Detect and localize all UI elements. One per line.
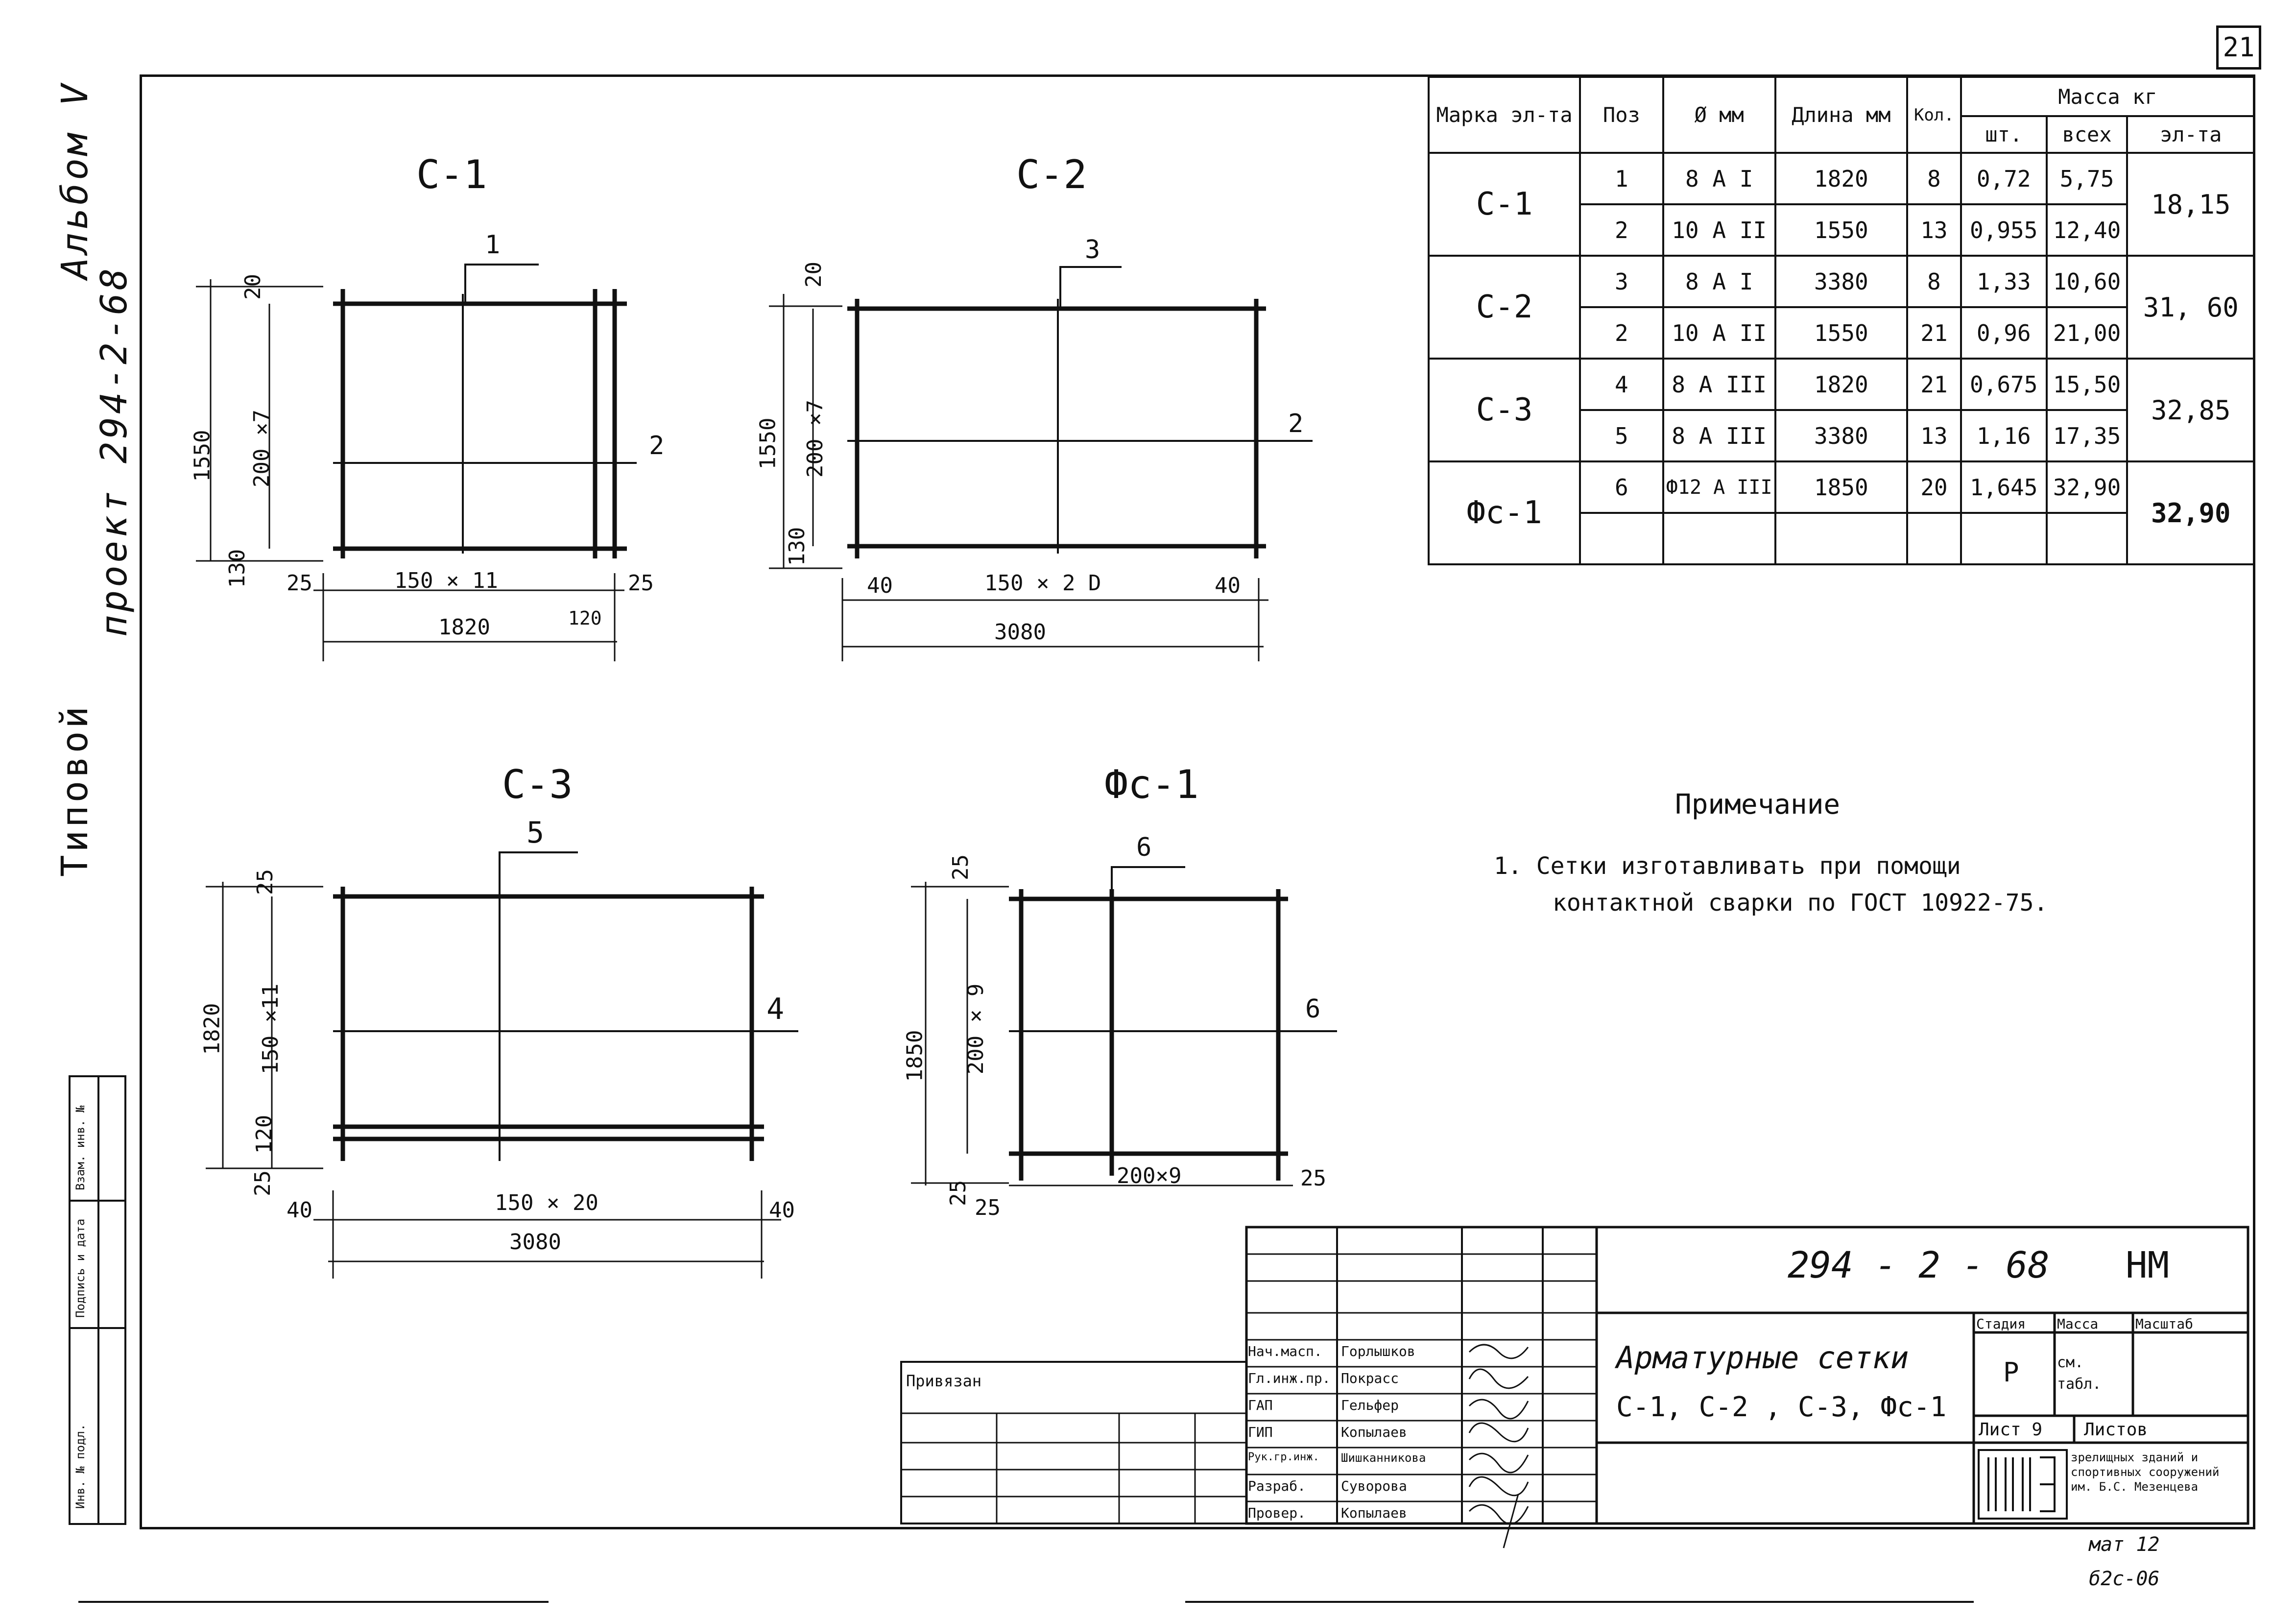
table-cell: 21,00 — [2047, 307, 2128, 359]
sheets-label: Листов — [2084, 1420, 2148, 1440]
dim-c2-right: 40 — [1215, 573, 1241, 598]
scale-label: Масштаб — [2135, 1316, 2194, 1332]
name-5: Шишканникова — [1341, 1451, 1426, 1465]
attached-label: Привязан — [906, 1372, 982, 1390]
table-cell: 0,675 — [1961, 359, 2047, 410]
header-pos: Поз — [1580, 77, 1663, 153]
table-cell: 10 А II — [1663, 307, 1775, 359]
organization-name: зрелищных зданий и спортивных сооружений им. Б.С. Мезенцева — [2071, 1451, 2220, 1494]
mark-c3: С-3 — [1429, 359, 1580, 461]
side-album: Альбом V — [54, 81, 96, 279]
bottom-note-2: б2с-06 — [2089, 1568, 2160, 1590]
table-cell: 1 — [1580, 153, 1663, 204]
sheet-label: Лист 9 — [1979, 1420, 2043, 1440]
header-mass-element: эл-та — [2127, 116, 2254, 153]
table-cell: 4 — [1580, 359, 1663, 410]
drawing-name-line-2: С-1, С-2 , С-3, Фс-1 — [1616, 1391, 1947, 1423]
table-cell: 1820 — [1775, 153, 1907, 204]
name-3: Гельфер — [1341, 1397, 1399, 1413]
table-cell: 3380 — [1775, 256, 1907, 307]
table-cell: 21 — [1907, 307, 1961, 359]
dim-c1-spacing-v: 200 ×7 — [249, 410, 274, 487]
header-mass: Масса кг — [1961, 77, 2254, 116]
dim-c1-right-gap: 120 — [568, 607, 602, 629]
dim-c1-left: 25 — [287, 571, 312, 596]
table-cell: 0,72 — [1961, 153, 2047, 204]
dim-c3-bottom: 25 — [250, 1170, 275, 1196]
side-project: проект 294-2-68 — [93, 265, 135, 637]
table-cell: 1,645 — [1961, 461, 2047, 513]
role-1: Нач.масп. — [1248, 1343, 1322, 1359]
mark-c2: С-2 — [1429, 256, 1580, 359]
pos-label-fc1-top: 6 — [1136, 833, 1152, 862]
role-6: Разраб. — [1248, 1478, 1306, 1494]
bottom-note-1: мат 12 — [2089, 1533, 2160, 1556]
dim-c1-right: 25 — [628, 571, 654, 596]
table-cell: 2 — [1580, 204, 1663, 256]
table-cell: Ф12 А III — [1663, 461, 1775, 513]
table-cell: 32,90 — [2047, 461, 2128, 513]
header-diameter: Ø мм — [1663, 77, 1775, 153]
table-cell: 1,16 — [1961, 410, 2047, 461]
pos-label-fc1-right: 6 — [1305, 994, 1321, 1024]
table-cell: 5 — [1580, 410, 1663, 461]
dim-c1-spacing-h: 150 × 11 — [394, 568, 498, 593]
dim-c1-top: 20 — [240, 274, 265, 300]
table-cell: 3 — [1580, 256, 1663, 307]
table-cell: 0,96 — [1961, 307, 2047, 359]
table-cell: 1820 — [1775, 359, 1907, 410]
table-cell: 3380 — [1775, 410, 1907, 461]
pos-label-c3-right: 4 — [766, 992, 785, 1026]
pos-label-c3-top: 5 — [526, 816, 545, 850]
stage-value: Р — [2003, 1357, 2019, 1388]
table-cell: 8 А I — [1663, 153, 1775, 204]
drawing-title-c3: С-3 — [502, 762, 573, 807]
dim-c2-top: 20 — [801, 262, 826, 288]
dim-c2-left: 40 — [867, 573, 893, 598]
table-cell: 8 А I — [1663, 256, 1775, 307]
role-3: ГАП — [1248, 1397, 1273, 1413]
dim-c3-total-v: 1820 — [199, 1003, 225, 1055]
pos-label-c1-top: 1 — [485, 230, 501, 260]
drawing-code: 294 - 2 - 68 — [1788, 1244, 2050, 1286]
note-line-1: 1. Сетки изготавливать при помощи — [1494, 852, 1961, 880]
mark-c1: С-1 — [1429, 153, 1580, 256]
table-cell: 10 А II — [1663, 204, 1775, 256]
dim-fc1-spacing-v: 200 × 9 — [963, 983, 989, 1075]
dim-c3-top: 25 — [252, 869, 278, 895]
mark-fc1: Фс-1 — [1429, 461, 1580, 564]
role-2: Гл.инж.пр. — [1248, 1370, 1331, 1386]
table-cell: 15,50 — [2047, 359, 2128, 410]
left-stamp-sign: Подпись и дата — [73, 1218, 87, 1318]
drawing-title-fc1: Фс-1 — [1104, 762, 1199, 807]
side-title: Типовой — [54, 703, 96, 877]
table-cell: 5,75 — [2047, 153, 2128, 204]
drawing-title-c1: С-1 — [416, 152, 487, 197]
dim-c3-spacing-h: 150 × 20 — [495, 1190, 598, 1215]
dim-c2-total-v: 1550 — [755, 417, 781, 470]
name-1: Горлышков — [1341, 1343, 1415, 1359]
dim-fc1-left: 25 — [975, 1195, 1001, 1220]
dim-c1-total-v: 1550 — [190, 430, 215, 482]
name-6: Суворова — [1341, 1478, 1407, 1494]
table-cell: 17,35 — [2047, 410, 2128, 461]
drawing-code-suffix: НМ — [2126, 1244, 2170, 1286]
dim-c3-inner-v: 120 — [252, 1114, 277, 1154]
table-cell: 20 — [1907, 461, 1961, 513]
page-number: 21 — [2216, 25, 2261, 70]
table-cell: 21 — [1907, 359, 1961, 410]
dim-c2-spacing-h: 150 × 2 D — [984, 571, 1101, 596]
table-cell: 10,60 — [2047, 256, 2128, 307]
dim-fc1-spacing-h: 200×9 — [1117, 1163, 1182, 1188]
header-mass-piece: шт. — [1961, 116, 2047, 153]
table-cell: 13 — [1907, 410, 1961, 461]
role-7: Провер. — [1248, 1505, 1306, 1521]
header-length: Длина мм — [1775, 77, 1907, 153]
dim-c2-spacing-v: 200 ×7 — [802, 400, 828, 478]
left-stamp-inv: Инв. № подл. — [73, 1424, 87, 1509]
table-cell: 13 — [1907, 204, 1961, 256]
table-cell: 1850 — [1775, 461, 1907, 513]
table-cell: 1550 — [1775, 307, 1907, 359]
pos-label-c1-right: 2 — [649, 431, 665, 460]
table-cell: 0,955 — [1961, 204, 2047, 256]
dim-c3-total-h: 3080 — [509, 1230, 561, 1255]
total-fc1: 32,90 — [2127, 461, 2254, 564]
pos-label-c2-right: 2 — [1288, 409, 1304, 438]
mass-label: Масса — [2057, 1316, 2099, 1332]
drawing-name-line-1: Арматурные сетки — [1616, 1340, 1909, 1376]
header-mass-all: всех — [2047, 116, 2128, 153]
table-cell: 8 — [1907, 256, 1961, 307]
dim-c3-left: 40 — [287, 1198, 312, 1223]
total-c2: 31, 60 — [2127, 256, 2254, 359]
dim-c2-total-h: 3080 — [994, 620, 1046, 645]
table-cell: 6 — [1580, 461, 1663, 513]
note-title: Примечание — [1675, 789, 1841, 821]
table-cell: 12,40 — [2047, 204, 2128, 256]
table-cell: 8 А III — [1663, 410, 1775, 461]
header-quantity: Кол. — [1907, 77, 1961, 153]
dim-c1-bottom: 130 — [225, 549, 250, 588]
role-4: ГИП — [1248, 1424, 1273, 1440]
name-2: Покрасс — [1341, 1370, 1399, 1386]
table-cell: 8 — [1907, 153, 1961, 204]
table-cell: 2 — [1580, 307, 1663, 359]
drawing-title-c2: С-2 — [1016, 152, 1087, 197]
note-line-2: контактной сварки по ГОСТ 10922-75. — [1553, 889, 2048, 917]
dim-c3-right: 40 — [769, 1198, 795, 1223]
dim-fc1-top: 25 — [948, 854, 973, 880]
table-cell: 8 А III — [1663, 359, 1775, 410]
table-cell: 1,33 — [1961, 256, 2047, 307]
stage-label: Стадия — [1976, 1316, 2026, 1332]
left-stamp-replace: Взам. инв. № — [73, 1105, 87, 1190]
total-c3: 32,85 — [2127, 359, 2254, 461]
dim-c2-bottom: 130 — [785, 527, 810, 566]
name-4: Копылаев — [1341, 1424, 1407, 1440]
dim-fc1-bottom: 25 — [945, 1180, 971, 1206]
header-mark: Марка эл-та — [1429, 77, 1580, 153]
dim-fc1-total-v: 1850 — [902, 1030, 928, 1082]
dim-fc1-right: 25 — [1300, 1166, 1326, 1191]
name-7: Копылаев — [1341, 1505, 1407, 1521]
dim-c3-spacing-v: 150 ×11 — [258, 983, 284, 1075]
pos-label-c2-top: 3 — [1085, 235, 1100, 265]
table-cell: 1550 — [1775, 204, 1907, 256]
role-5: Рук.гр.инж. — [1248, 1451, 1319, 1463]
dim-c1-total-h: 1820 — [438, 615, 490, 640]
mass-value: см. табл. — [2057, 1354, 2102, 1393]
total-c1: 18,15 — [2127, 153, 2254, 256]
